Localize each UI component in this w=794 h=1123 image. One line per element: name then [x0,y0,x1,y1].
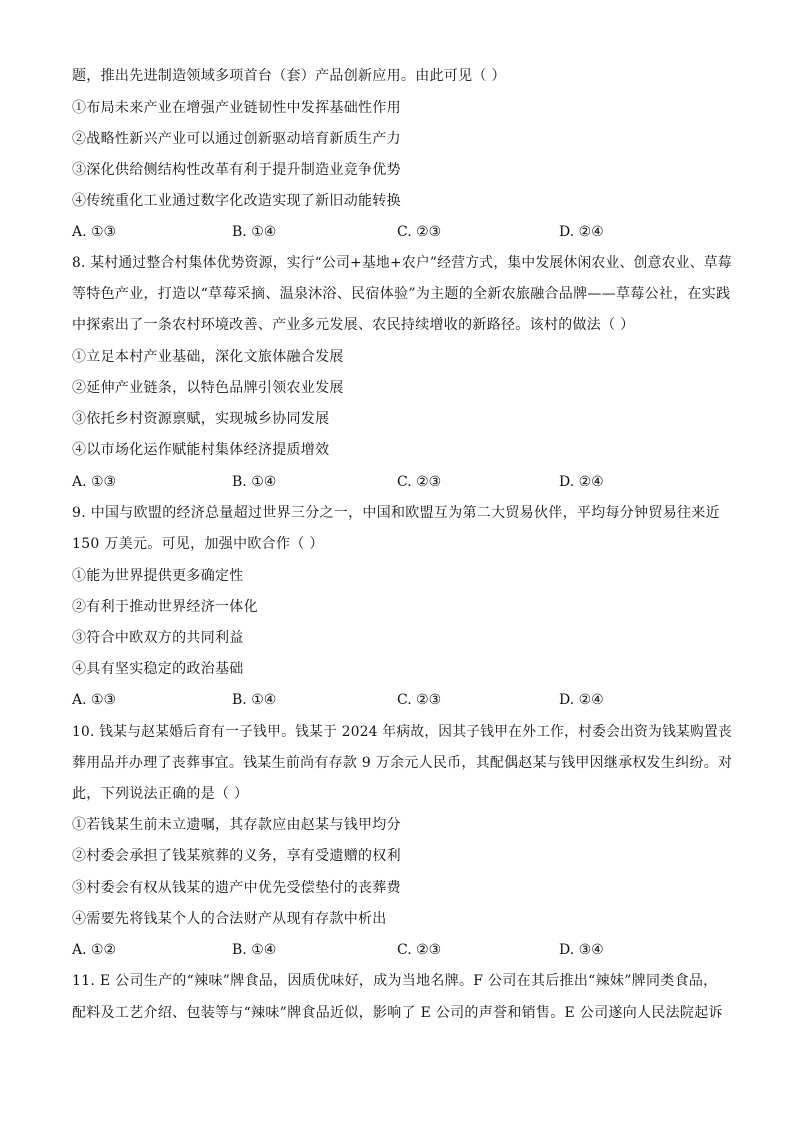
q10-statement-2: ②村委会承担了钱某殡葬的义务，享有受遗赠的权利 [72,848,401,864]
q9-statement-1: ①能为世界提供更多确定性 [72,568,244,584]
q7-option-a: A. ①③ [72,224,117,240]
q9-statement-3: ③符合中欧双方的共同利益 [72,630,244,646]
q10-stem-line-2: 葬用品并办理了丧葬事宜。钱某生前尚有存款 9 万余元人民币，其配偶赵某与钱甲因继承权发生纠纷。对 [72,755,733,771]
q9-option-b: B. ①④ [232,692,277,708]
q9-options [72,690,732,710]
q8-stem-line-3: 中探索出了一条农村环境改善、产业多元发展、农民持续增收的新路径。该村的做法（ ） [72,317,635,333]
q10-stem-line-1: 10. 钱某与赵某婚后育有一子钱甲。钱某于 2024 年病故，因其子钱甲在外工作，村委会出资为钱某购置丧 [72,724,732,740]
q8-options [72,472,732,492]
q8-option-d: D. ②④ [559,474,604,490]
q9-option-d: D. ②④ [559,692,604,708]
q10-statement-1: ①若钱某生前未立遗嘱，其存款应由赵某与钱甲均分 [72,817,401,833]
q8-statement-2: ②延伸产业链条，以特色品牌引领农业发展 [72,380,344,396]
q7-option-d: D. ②④ [559,224,604,240]
q7-option-b: B. ①④ [232,224,277,240]
q9-option-c: C. ②③ [397,692,442,708]
q7-stem-tail: 题，推出先进制造领域多项首台（套）产品创新应用。由此可见（ ） [72,68,506,84]
q8-statement-4: ④以市场化运作赋能村集体经济提质增效 [72,442,330,458]
q10-statement-3: ③村委会有权从钱某的遗产中优先受偿垫付的丧葬费 [72,880,401,896]
q11-stem-line-1: 11. E 公司生产的“辣味”牌食品，因质优味好，成为当地名牌。F 公司在其后推出“辣妹”牌同类食品， [72,973,718,989]
q10-options [72,940,732,960]
q9-statement-4: ④具有坚实稳定的政治基础 [72,661,244,677]
q7-statement-1: ①布局未来产业在增强产业链韧性中发挥基础性作用 [72,100,401,116]
q8-statement-1: ①立足本村产业基础，深化文旅体融合发展 [72,349,344,365]
q10-option-d: D. ③④ [559,942,604,958]
q10-option-c: C. ②③ [397,942,442,958]
q8-stem-line-1: 8. 某村通过整合村集体优势资源，实行“公司+基地+农户”经营方式，集中发展休闲农业、创意农业、草莓 [72,255,732,271]
q8-option-b: B. ①④ [232,474,277,490]
q7-statement-4: ④传统重化工业通过数字化改造实现了新旧动能转换 [72,193,401,209]
q8-stem-line-2: 等特色产业，打造以“草莓采摘、温泉沐浴、民宿体验”为主题的全新农旅融合品牌——草莓公社，在实践 [72,286,731,302]
q9-statement-2: ②有利于推动世界经济一体化 [72,599,258,615]
q8-statement-3: ③依托乡村资源禀赋，实现城乡协同发展 [72,411,330,427]
q10-option-b: B. ①④ [232,942,277,958]
q8-option-a: A. ①③ [72,474,117,490]
q7-option-c: C. ②③ [397,224,442,240]
q9-stem-line-1: 9. 中国与欧盟的经济总量超过世界三分之一，中国和欧盟互为第二大贸易伙伴，平均每分钟贸易往来近 [72,505,720,521]
q8-option-c: C. ②③ [397,474,442,490]
q11-stem-line-2: 配料及工艺介绍、包装等与“辣味”牌食品近似，影响了 E 公司的声誉和销售。E 公司遂向人民法院起诉 [72,1005,723,1021]
q10-stem-line-3: 此，下列说法正确的是（ ） [72,786,249,802]
q7-options [72,222,732,242]
q9-option-a: A. ①③ [72,692,117,708]
q7-statement-2: ②战略性新兴产业可以通过创新驱动培育新质生产力 [72,131,401,147]
q9-stem-line-2: 150 万美元。可见，加强中欧合作（ ） [72,536,324,552]
q7-statement-3: ③深化供给侧结构性改革有利于提升制造业竞争优势 [72,162,401,178]
q10-statement-4: ④需要先将钱某个人的合法财产从现有存款中析出 [72,911,387,927]
q10-option-a: A. ①② [72,942,117,958]
